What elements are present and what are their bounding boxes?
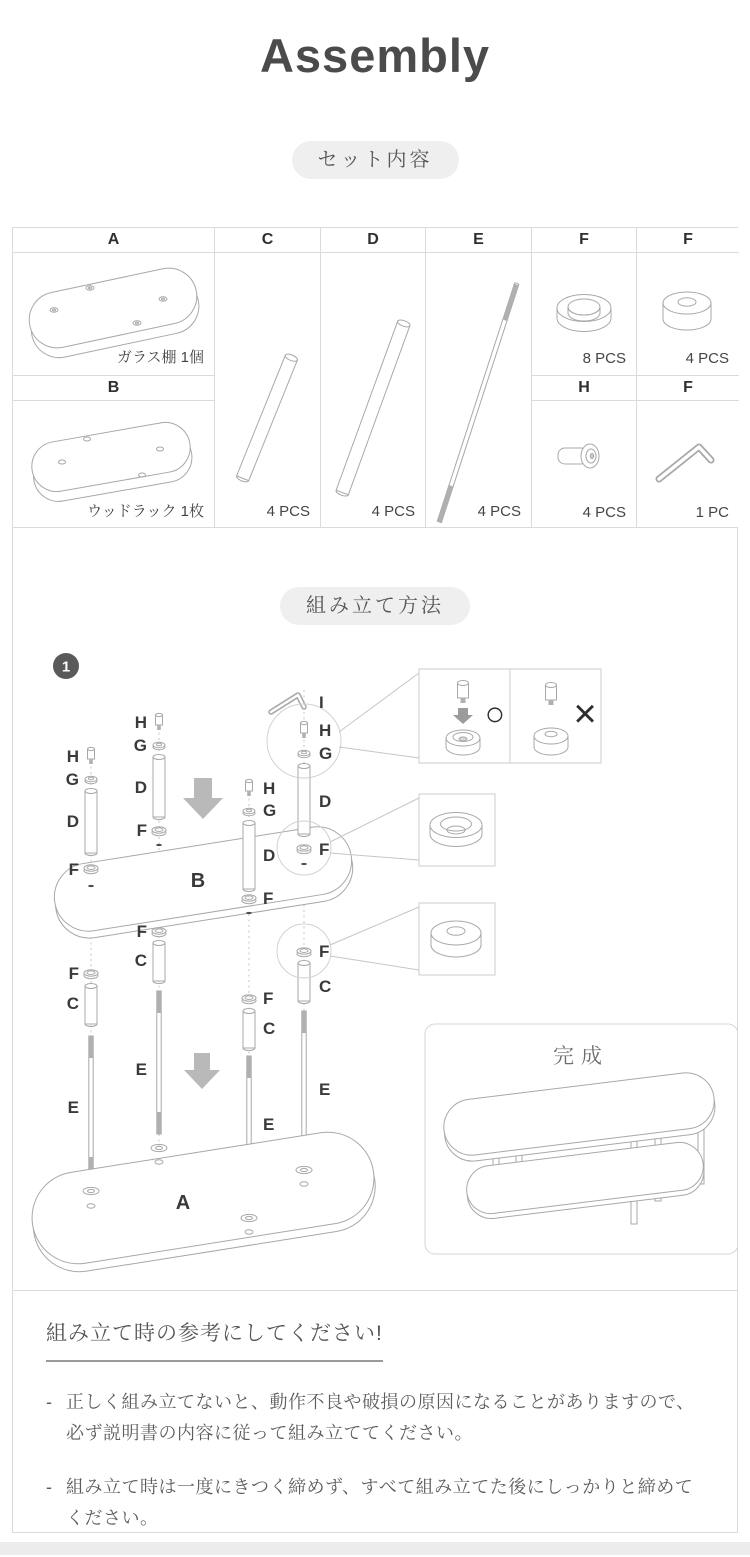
threaded-rod-icon bbox=[426, 253, 531, 527]
label-g: G bbox=[65, 770, 79, 789]
washer-f-icon bbox=[84, 970, 98, 979]
washer-f-icon bbox=[152, 928, 166, 937]
step-number-badge bbox=[53, 653, 79, 679]
set-contents-badge-row bbox=[0, 143, 750, 172]
short-tube-icon bbox=[215, 253, 319, 527]
cup-washer-inset bbox=[419, 794, 495, 866]
screw-h-icon bbox=[246, 779, 253, 796]
part-d-cell bbox=[321, 253, 426, 529]
hole-mark bbox=[88, 885, 94, 887]
section-divider bbox=[0, 1542, 750, 1555]
part-b-header: B bbox=[13, 376, 215, 401]
screw-direction-inset bbox=[419, 669, 601, 763]
part-e-cell bbox=[426, 253, 532, 529]
hole-mark bbox=[156, 844, 162, 846]
part-c-qty: 4 PCS bbox=[266, 503, 310, 520]
screw-h-icon bbox=[88, 747, 95, 764]
ng-mark: × bbox=[573, 692, 597, 736]
label-h: H bbox=[319, 721, 332, 740]
part-h-cell bbox=[532, 401, 637, 529]
label-c: C bbox=[263, 1019, 276, 1038]
finished-label: 完成 bbox=[553, 1045, 609, 1068]
label-e: E bbox=[67, 1098, 79, 1117]
label-g: G bbox=[319, 744, 333, 763]
part-d-qty: 4 PCS bbox=[371, 503, 415, 520]
label-i: I bbox=[319, 693, 324, 712]
part-f2-qty: 4 PCS bbox=[685, 350, 729, 367]
part-b-cell bbox=[13, 401, 215, 529]
hole-mark bbox=[301, 863, 307, 865]
washer-g-icon bbox=[85, 776, 97, 784]
part-f1-qty: 8 PCS bbox=[582, 350, 626, 367]
note-text: 組み立て時は一度にきつく締めず、すべて組み立てた後にしっかりと締めてください。 bbox=[66, 1477, 694, 1528]
screw-h-icon bbox=[156, 713, 163, 730]
long-tube-icon bbox=[321, 253, 424, 527]
screw-h-icon bbox=[301, 721, 308, 738]
assembly-method-section bbox=[12, 527, 738, 1291]
part-f2-cell bbox=[637, 253, 739, 376]
lower-leg-4 bbox=[297, 948, 311, 1161]
lower-leg-2 bbox=[152, 928, 166, 1134]
part-f2-header: F bbox=[637, 228, 739, 253]
note-item bbox=[46, 1472, 708, 1533]
label-f: F bbox=[263, 989, 274, 1008]
part-c-cell bbox=[215, 253, 321, 529]
washer-f-icon bbox=[84, 865, 98, 874]
method-badge: 組み立て方法 bbox=[280, 587, 470, 625]
washer-f-icon bbox=[297, 845, 311, 854]
notes-heading: 組み立て時の参考にしてください! bbox=[46, 1317, 383, 1362]
ok-mark: ○ bbox=[484, 695, 506, 733]
washer-f-icon bbox=[242, 995, 256, 1004]
part-b-caption: ウッドラック 1枚 bbox=[87, 503, 204, 520]
label-h: H bbox=[263, 779, 276, 798]
part-d-header: D bbox=[321, 228, 426, 253]
label-e: E bbox=[263, 1115, 275, 1134]
label-a: A bbox=[175, 1192, 191, 1214]
label-f: F bbox=[136, 821, 147, 840]
washer-g-icon bbox=[153, 742, 165, 750]
part-a-header: A bbox=[13, 228, 215, 253]
part-f3-cell bbox=[637, 401, 739, 529]
label-f: F bbox=[319, 942, 330, 961]
label-d: D bbox=[319, 792, 332, 811]
round-washer-inset bbox=[419, 903, 495, 975]
label-d: D bbox=[263, 846, 276, 865]
label-f: F bbox=[68, 860, 79, 879]
washer-g-icon bbox=[298, 750, 310, 758]
label-c: C bbox=[66, 994, 79, 1013]
assembly-diagram bbox=[13, 646, 737, 1290]
part-f3-qty: 1 PC bbox=[695, 504, 729, 521]
note-item bbox=[46, 1387, 708, 1448]
label-d: D bbox=[134, 778, 147, 797]
leg-axes bbox=[91, 690, 304, 1218]
lower-leg-1 bbox=[84, 970, 98, 1179]
diagram-labels bbox=[66, 693, 332, 1214]
label-e: E bbox=[135, 1060, 147, 1079]
page-title: Assembly bbox=[259, 29, 491, 82]
down-arrow-icon bbox=[184, 1053, 220, 1089]
part-h-header: H bbox=[532, 376, 637, 401]
label-f: F bbox=[68, 964, 79, 983]
label-c: C bbox=[319, 977, 332, 996]
part-f3-header: F bbox=[637, 376, 739, 401]
label-h: H bbox=[66, 747, 79, 766]
label-b: B bbox=[190, 870, 206, 892]
note-bullet: - bbox=[46, 1477, 53, 1498]
washer-f-icon bbox=[242, 895, 256, 904]
finished-product-box bbox=[425, 1024, 737, 1254]
washer-g-icon bbox=[243, 808, 255, 816]
notes-section bbox=[12, 1290, 738, 1533]
part-e-header: E bbox=[426, 228, 532, 253]
label-e: E bbox=[319, 1080, 331, 1099]
part-a-cell bbox=[13, 253, 215, 376]
label-f: F bbox=[263, 889, 274, 908]
label-f: F bbox=[136, 922, 147, 941]
part-h-qty: 4 PCS bbox=[582, 504, 626, 521]
label-c: C bbox=[134, 951, 147, 970]
label-g: G bbox=[133, 736, 147, 755]
set-contents-badge: セット内容 bbox=[292, 141, 459, 179]
method-badge-row bbox=[13, 589, 737, 618]
label-d: D bbox=[66, 812, 79, 831]
washer-f-icon bbox=[297, 948, 311, 957]
note-bullet: - bbox=[46, 1392, 53, 1412]
down-arrow-icon bbox=[183, 778, 223, 819]
step-number: 1 bbox=[61, 658, 71, 676]
part-c-header: C bbox=[215, 228, 321, 253]
hole-mark bbox=[246, 912, 252, 914]
washer-f-icon bbox=[152, 827, 166, 836]
part-f1-header: F bbox=[532, 228, 637, 253]
notes-list bbox=[46, 1387, 708, 1557]
label-f: F bbox=[319, 840, 330, 859]
part-f1-cell bbox=[532, 253, 637, 376]
board-a bbox=[25, 1126, 381, 1279]
part-e-qty: 4 PCS bbox=[477, 503, 521, 520]
label-h: H bbox=[134, 713, 147, 732]
label-g: G bbox=[263, 801, 277, 820]
parts-table bbox=[12, 227, 738, 528]
part-a-caption: ガラス棚 1個 bbox=[116, 349, 204, 366]
note-text: 正しく組み立てないと、動作不良や破損の原因になることがありますので、必ず説明書の内容に従って組み立ててください。 bbox=[66, 1392, 695, 1443]
leader-lines bbox=[330, 673, 419, 970]
